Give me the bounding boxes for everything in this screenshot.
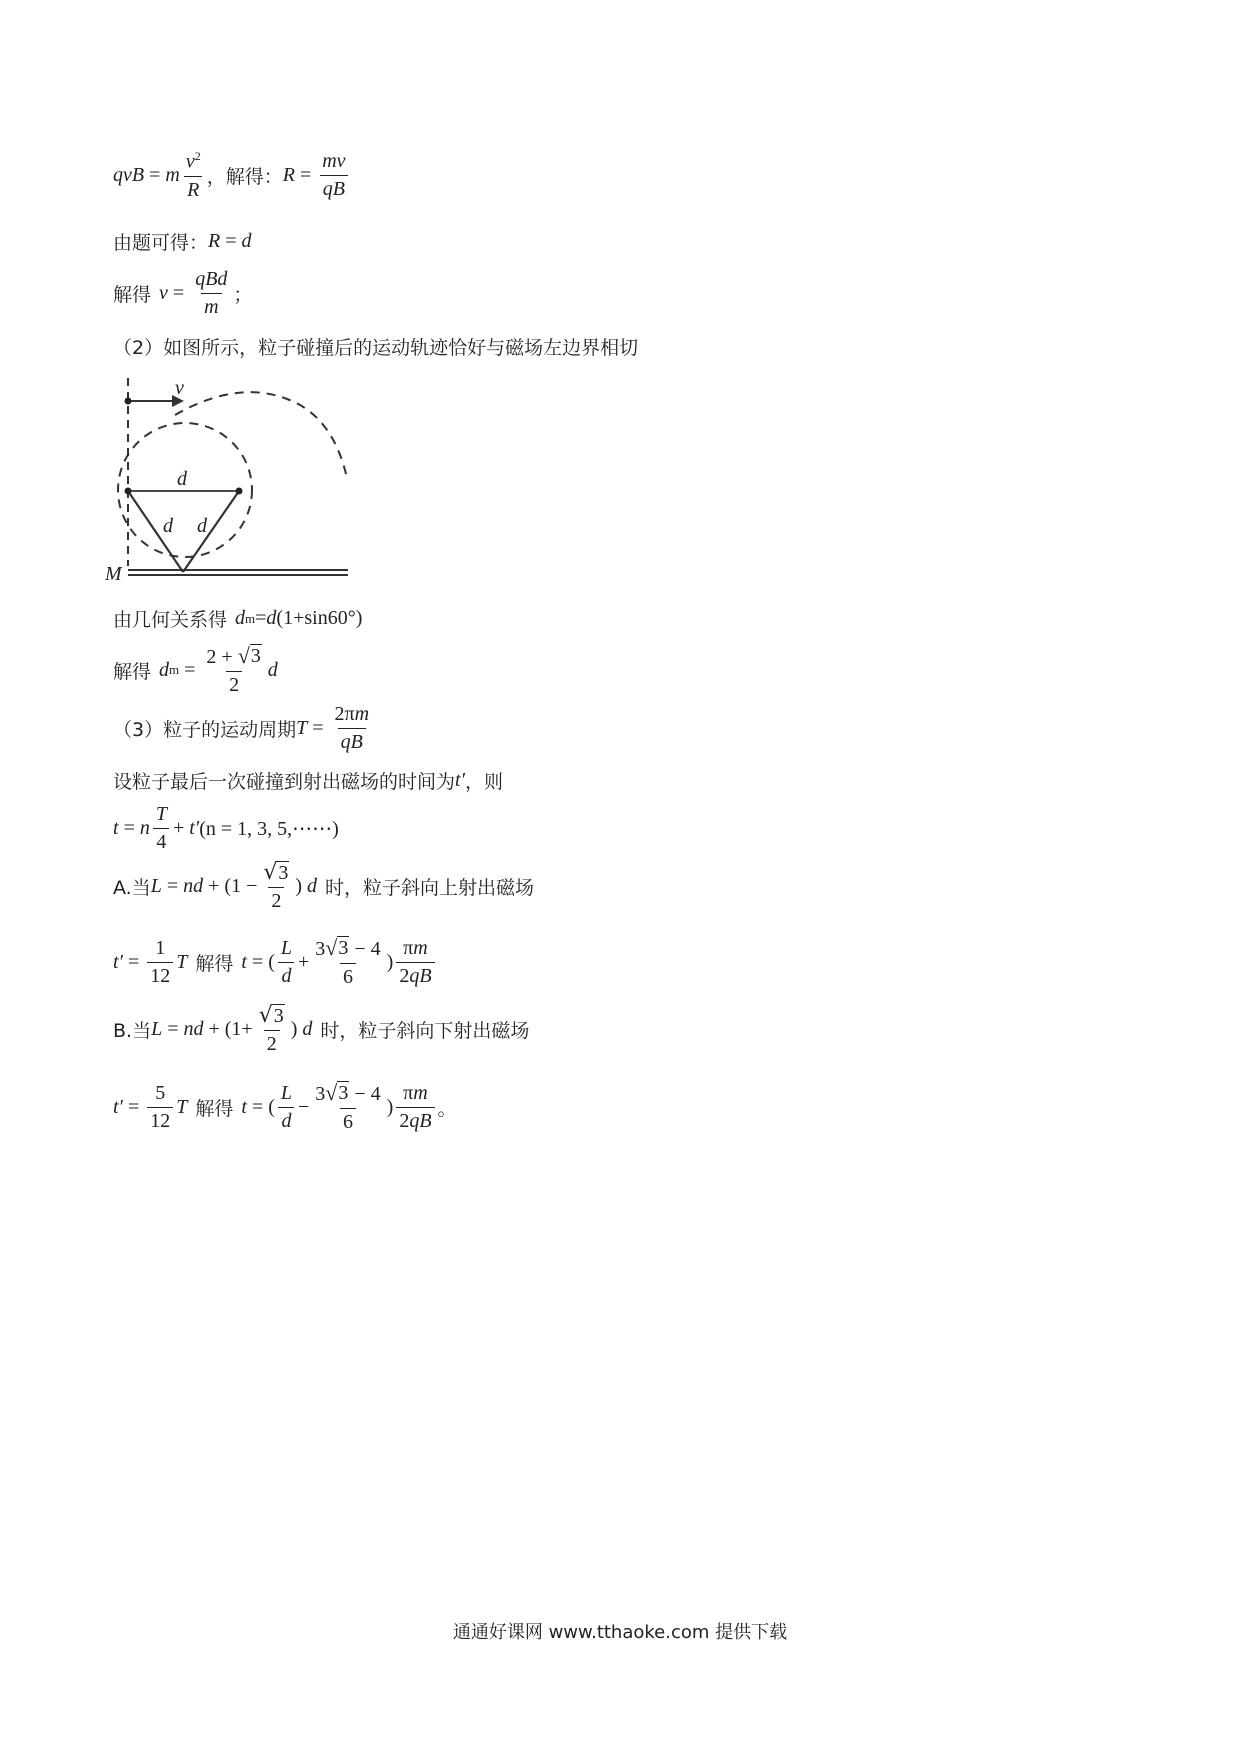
line-text: 解得 bbox=[195, 952, 234, 975]
side-d-left bbox=[128, 491, 183, 572]
geometry-relation: 由几何关系得 d m = d (1+sin60°) bbox=[113, 607, 363, 631]
line-text: （3）粒子的运动周期 bbox=[113, 719, 297, 741]
page-footer: 通通好课网 www.tthaoke.com 提供下载 bbox=[452, 1622, 788, 1643]
jiede-label: ，解得： bbox=[206, 166, 283, 189]
case-a-time: t′ = $\frac{1}{12}$ T 解得 t = ( $\frac{L}{d}$ + 3 √ 3 − 4 6 ) $\frac{\pi m}{2qB}$ bbox=[113, 935, 438, 989]
line-text: A.当 bbox=[113, 877, 151, 900]
line-text: ，则 bbox=[464, 771, 503, 793]
case-b-condition: B.当 L = nd + (1+ √ 3 2 ) d 时，粒子斜向下射出磁场 bbox=[113, 1003, 530, 1056]
point-right bbox=[236, 488, 243, 495]
trajectory-arc-large bbox=[175, 392, 347, 478]
line-text: 解得 bbox=[113, 660, 152, 683]
part-2-heading: （2）如图所示，粒子碰撞后的运动轨迹恰好与磁场左边界相切 bbox=[113, 337, 639, 359]
line-text: ； bbox=[233, 284, 253, 306]
line-text: 由几何关系得 bbox=[113, 609, 228, 631]
line-text: 时，粒子斜向下射出磁场 bbox=[320, 1020, 530, 1043]
case-b-time: t′ = $\frac{5}{12}$ T 解得 t = ( $\frac{L}{d}$ − 3 √ 3 − 4 6 ) $\frac{\pi m}{2qB}$ 。 bbox=[113, 1080, 457, 1133]
line-text: 解得 bbox=[113, 284, 152, 306]
equation-total-time: t = n $\frac{T}{4}$ + t′ (n = 1, 3, 5,⋯⋯) bbox=[113, 803, 339, 853]
line-text: 。 bbox=[437, 1097, 457, 1120]
label-v: v bbox=[175, 377, 184, 399]
label-M: M bbox=[105, 563, 122, 585]
n-values: (n = 1, 3, 5,⋯⋯) bbox=[199, 818, 339, 840]
equation-lorentz-force: qvB = m $\frac{v^2}{R}$ ，解得： R = $\frac{mv}{qB}$ bbox=[113, 150, 352, 202]
line-text: B.当 bbox=[113, 1020, 152, 1043]
side-d-right bbox=[183, 491, 239, 572]
equation-r-equals-d: 由题可得： R = d bbox=[113, 230, 252, 254]
line-text: 设粒子最后一次碰撞到射出磁场的时间为 bbox=[113, 771, 456, 793]
trajectory-circle-small bbox=[118, 423, 252, 557]
line-text: 时，粒子斜向上射出磁场 bbox=[325, 877, 535, 900]
label-d-left: d bbox=[163, 515, 173, 537]
line-text: 由题可得： bbox=[113, 232, 209, 254]
label-d-top: d bbox=[177, 468, 187, 490]
case-a-condition: A.当 L = nd + (1 − √ 3 2 ) d 时，粒子斜向上射出磁场 bbox=[113, 860, 535, 913]
equation-dm: 解得 d m = 2 + √ 3 2 d bbox=[113, 643, 278, 696]
equation-period: （3）粒子的运动周期 T = $\frac{2\pi m}{qB}$ bbox=[113, 703, 370, 753]
line-text: 解得 bbox=[195, 1097, 234, 1120]
label-d-right: d bbox=[197, 515, 207, 537]
point-left bbox=[125, 488, 132, 495]
equation-velocity: 解得 v = $\frac{\text{qBd}}{m}$ ； bbox=[113, 268, 253, 318]
point-start bbox=[125, 398, 132, 405]
trajectory-diagram bbox=[105, 370, 365, 585]
exit-time-definition: 设粒子最后一次碰撞到射出磁场的时间为 t′ ，则 bbox=[113, 769, 503, 793]
expr-sin60: (1+sin60°) bbox=[276, 607, 363, 629]
